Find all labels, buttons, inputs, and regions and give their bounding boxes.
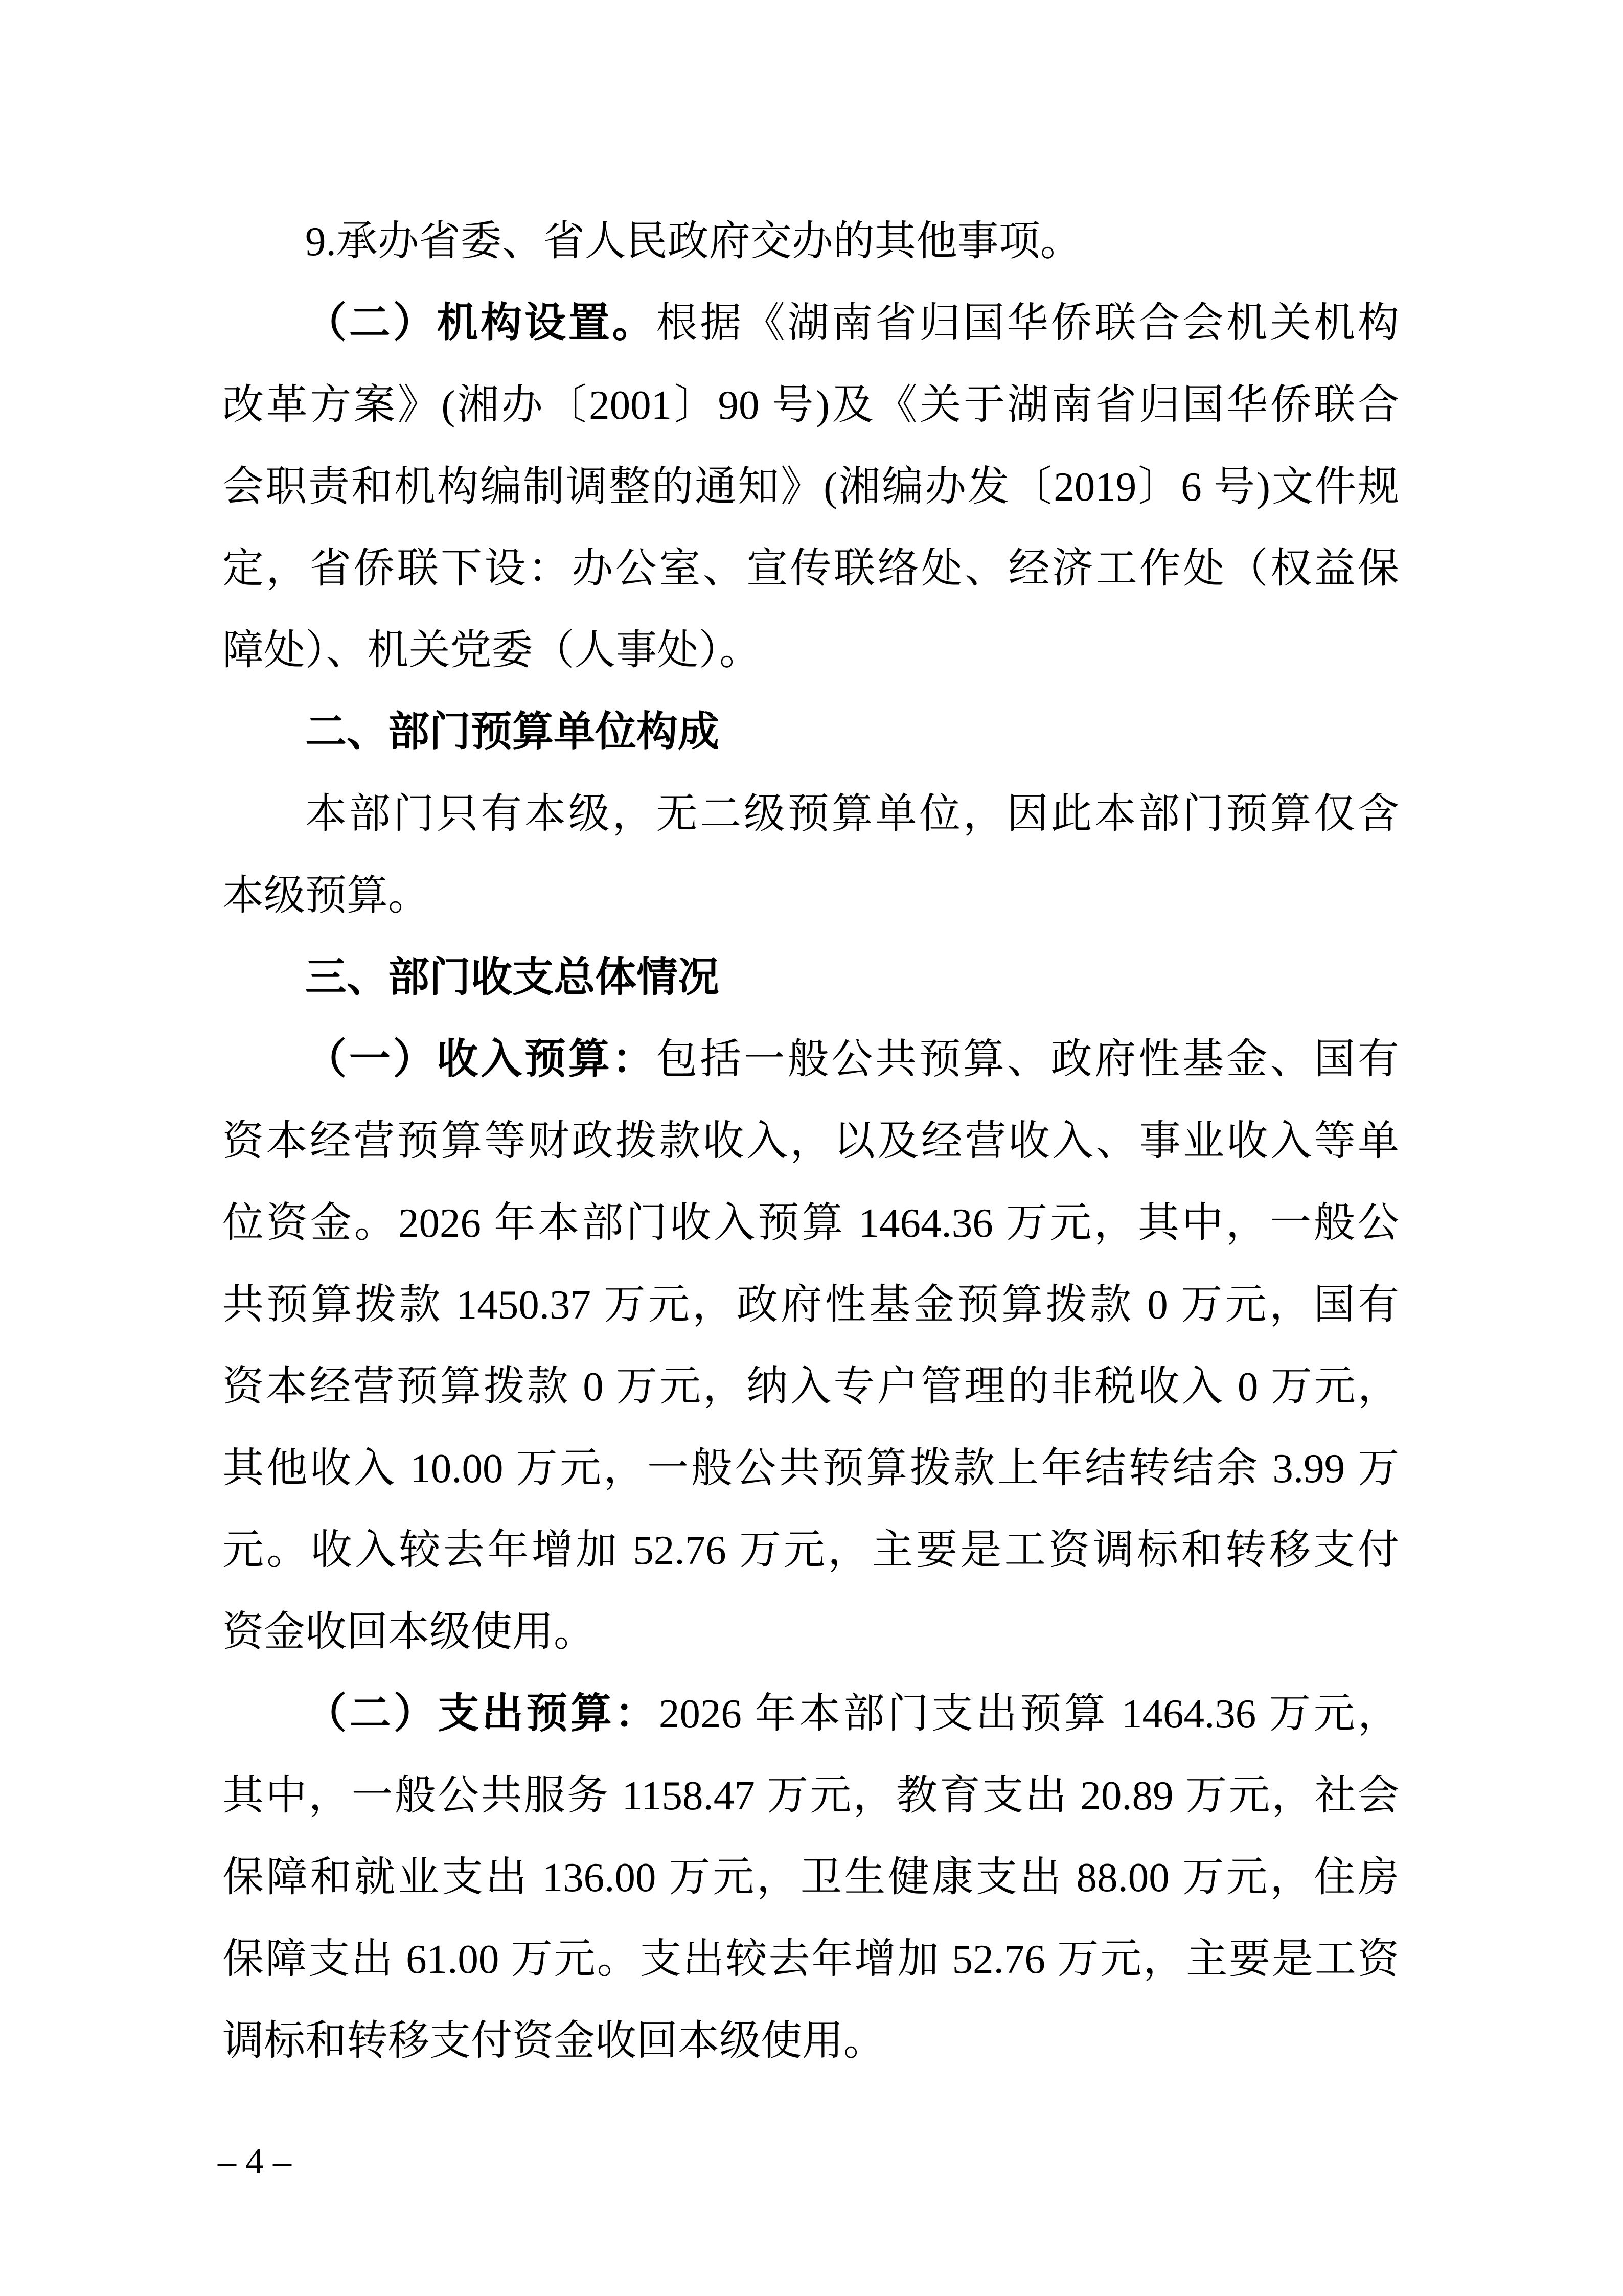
document-body (222, 200, 1399, 2082)
section-heading: 三、部门收支总体情况 (305, 954, 720, 1001)
body-text: 其中，一般公共服务 1158.47 万元，教育支出 20.89 万元，社会 (222, 1772, 1399, 1818)
text-line (222, 1591, 1399, 1673)
text-line (222, 937, 1399, 1018)
text-line (222, 1018, 1399, 1100)
body-text: 9.承办省委、省人民政府交办的其他事项。 (305, 218, 1082, 264)
section-heading: 二、部门预算单位构成 (305, 709, 720, 755)
text-line (222, 773, 1399, 855)
body-text: 保障和就业支出 136.00 万元，卫生健康支出 88.00 万元，住房 (222, 1854, 1399, 1900)
body-text: 保障支出 61.00 万元。支出较去年增加 52.76 万元，主要是工资 (222, 1936, 1399, 1982)
text-line (222, 528, 1399, 609)
text-line (222, 200, 1399, 282)
text-line (222, 1755, 1399, 1836)
body-text: 资本经营预算拨款 0 万元，纳入专户管理的非税收入 0 万元， (222, 1363, 1399, 1410)
paragraph-lead-in: （二）支出预算： (305, 1691, 659, 1737)
text-line (222, 1836, 1399, 1918)
text-line (222, 364, 1399, 446)
body-text: 障处）、机关党委（人事处）。 (222, 627, 761, 673)
body-text: 资本经营预算等财政拨款收入，以及经营收入、事业收入等单 (222, 1118, 1399, 1164)
body-text: 其他收入 10.00 万元，一般公共预算拨款上年结转结余 3.99 万 (222, 1445, 1399, 1491)
text-line (222, 609, 1399, 691)
body-text: 本部门只有本级，无二级预算单位，因此本部门预算仅含 (305, 791, 1399, 837)
text-line (222, 1346, 1399, 1427)
paragraph-lead-in: （二）机构设置。 (305, 300, 656, 346)
text-line (222, 1918, 1399, 2000)
text-line (222, 691, 1399, 773)
text-line (222, 1100, 1399, 1182)
body-text: 2026 年本部门支出预算 1464.36 万元， (658, 1691, 1399, 1737)
text-line (222, 1509, 1399, 1591)
body-text: 根据《湖南省归国华侨联合会机关机构 (656, 300, 1399, 346)
text-line (222, 1264, 1399, 1346)
body-text: 定，省侨联下设：办公室、宣传联络处、经济工作处（权益保 (222, 545, 1399, 592)
text-line (222, 1182, 1399, 1264)
body-text: 元。收入较去年增加 52.76 万元，主要是工资调标和转移支付 (222, 1527, 1399, 1573)
body-text: 资金收回本级使用。 (222, 1609, 596, 1655)
body-text: 包括一般公共预算、政府性基金、国有 (656, 1036, 1399, 1082)
body-text: 位资金。2026 年本部门收入预算 1464.36 万元，其中，一般公 (222, 1200, 1399, 1246)
paragraph-lead-in: （一）收入预算： (305, 1036, 656, 1082)
text-line (222, 855, 1399, 937)
text-line (222, 1673, 1399, 1755)
body-text: 改革方案》(湘办〔2001〕90 号)及《关于湖南省归国华侨联合 (222, 382, 1399, 428)
text-line (222, 2000, 1399, 2082)
page-number: – 4 – (218, 2141, 291, 2181)
text-line (222, 1427, 1399, 1509)
body-text: 本级预算。 (222, 873, 430, 919)
text-line (222, 446, 1399, 528)
body-text: 会职责和机构编制调整的通知》(湘编办发〔2019〕6 号)文件规 (222, 464, 1399, 510)
text-line (222, 282, 1399, 364)
body-text: 调标和转移支付资金收回本级使用。 (222, 2018, 885, 2064)
body-text: 共预算拨款 1450.37 万元，政府性基金预算拨款 0 万元，国有 (222, 1282, 1399, 1328)
